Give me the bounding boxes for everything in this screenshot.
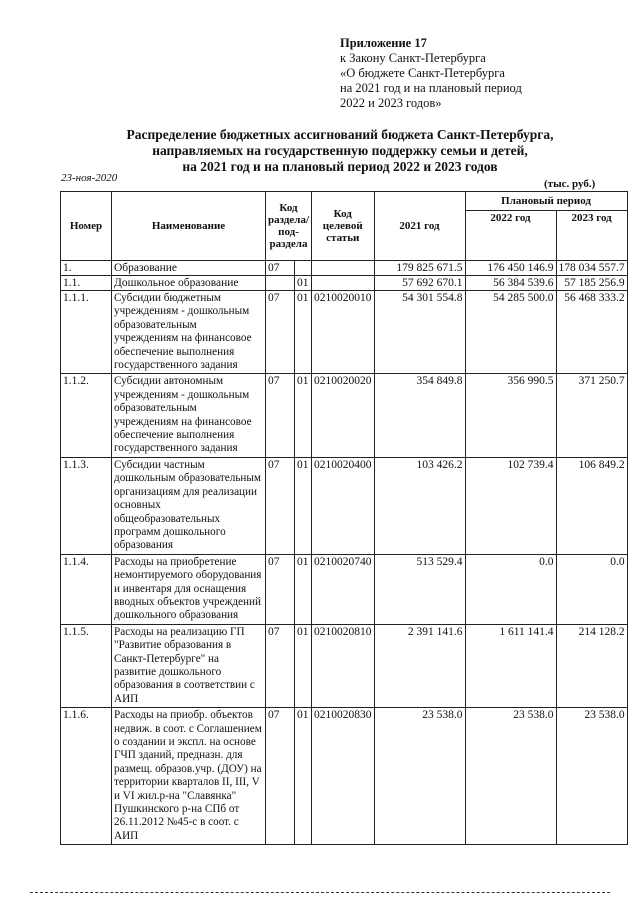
row-subsection [294,261,311,276]
title-line: на 2021 год и на плановый период 2022 и 2023 годов [182,159,498,174]
table-row [61,457,628,554]
row-2023: 178 034 557.7 [556,261,627,276]
row-2021: 2 391 141.6 [374,624,465,707]
row-number: 1.1.3. [61,457,112,554]
row-name: Субсидии частным дошкольным образовательным организациям для реализации основных общеобразовательных программ дошкольного образования [112,457,266,554]
row-name: Дошкольное образование [112,276,266,291]
row-2021: 513 529.4 [374,554,465,624]
header-2021: 2021 год [374,192,465,261]
row-2022: 176 450 146.9 [465,261,556,276]
row-subsection: 01 [294,276,311,291]
row-2022: 56 384 539.6 [465,276,556,291]
header-section: Код раздела/ под-раздела [266,192,312,261]
row-subsection: 01 [294,374,311,457]
row-target: 0210020740 [312,554,375,624]
header-name: Наименование [112,192,266,261]
row-number: 1.1.4. [61,554,112,624]
row-2021: 179 825 671.5 [374,261,465,276]
row-number: 1.1.2. [61,374,112,457]
row-2023: 23 538.0 [556,708,627,845]
row-target: 0210020010 [312,291,375,374]
header-number: Номер [61,192,112,261]
header-plan-period: Плановый период [465,192,627,211]
row-subsection: 01 [294,554,311,624]
table-row [61,276,628,291]
units-label: (тыс. руб.) [544,178,596,190]
row-2022: 102 739.4 [465,457,556,554]
row-2023: 106 849.2 [556,457,627,554]
row-section [266,276,295,291]
budget-table [60,191,628,845]
row-number: 1.1.6. [61,708,112,845]
row-section: 07 [266,457,295,554]
header-2022: 2022 год [465,211,556,261]
row-2021: 103 426.2 [374,457,465,554]
row-subsection: 01 [294,708,311,845]
row-subsection: 01 [294,457,311,554]
row-2023: 56 468 333.2 [556,291,627,374]
table-row [61,554,628,624]
row-section: 07 [266,708,295,845]
appendix-heading: Приложение 17 [340,36,427,50]
row-section: 07 [266,374,295,457]
row-2021: 23 538.0 [374,708,465,845]
row-target: 0210020830 [312,708,375,845]
row-number: 1. [61,261,112,276]
row-2021: 354 849.8 [374,374,465,457]
row-2021: 57 692 670.1 [374,276,465,291]
row-2023: 57 185 256.9 [556,276,627,291]
appendix-block [340,36,522,111]
header-target: Код целевой статьи [312,192,375,261]
row-2022: 23 538.0 [465,708,556,845]
row-name: Субсидии автономным учреждениям - дошкольным образовательным учреждениям на финансовое обеспечение выполнения государственного задания [112,374,266,457]
row-number: 1.1.1. [61,291,112,374]
document-date: 23-ноя-2020 [61,172,118,184]
row-subsection: 01 [294,624,311,707]
row-2022: 356 990.5 [465,374,556,457]
row-name: Расходы на реализацию ГП "Развитие образования в Санкт-Петербурге" на развитие дошкольного образования в соответствии с АИП [112,624,266,707]
header-2023: 2023 год [556,211,627,261]
row-2023: 214 128.2 [556,624,627,707]
row-section: 07 [266,624,295,707]
row-name: Расходы на приобр. объектов недвиж. в соот. с Соглашением о создании и экспл. на основе ГЧП зданий, предназн. для размещ. образов.учр. (ДОУ) на территории кварталов II, III, V и VI жил.р-на "Славянка" Пушкинского р-на СПб от 26.11.2012 №45-с в соот. с АИП [112,708,266,845]
appendix-line: «О бюджете Санкт-Петербурга [340,66,505,80]
row-section: 07 [266,291,295,374]
row-section: 07 [266,554,295,624]
row-target: 0210020810 [312,624,375,707]
row-number: 1.1. [61,276,112,291]
table-row [61,374,628,457]
row-target: 0210020400 [312,457,375,554]
row-target [312,261,375,276]
appendix-line: на 2021 год и на плановый период [340,81,522,95]
table-row [61,624,628,707]
row-section: 07 [266,261,295,276]
appendix-line: к Закону Санкт-Петербурга [340,51,486,65]
row-target [312,276,375,291]
row-2022: 1 611 141.4 [465,624,556,707]
title-line: Распределение бюджетных ассигнований бюджета Санкт-Петербурга, [126,127,554,142]
row-2023: 0.0 [556,554,627,624]
row-name: Образование [112,261,266,276]
title-line: направляемых на государственную поддержку семьи и детей, [152,143,528,158]
row-name: Субсидии бюджетным учреждениям - дошкольным образовательным учреждениям на финансовое обеспечение выполнения государственного задания [112,291,266,374]
table-row [61,261,628,276]
row-2022: 54 285 500.0 [465,291,556,374]
document-title [60,127,620,175]
footer-divider [30,892,610,893]
row-2023: 371 250.7 [556,374,627,457]
appendix-line: 2022 и 2023 годов» [340,96,442,110]
row-target: 0210020020 [312,374,375,457]
row-subsection: 01 [294,291,311,374]
table-row [61,708,628,845]
row-name: Расходы на приобретение немонтируемого оборудования и инвентаря для оснащения вводных объектов учреждений дошкольного образования [112,554,266,624]
row-number: 1.1.5. [61,624,112,707]
row-2021: 54 301 554.8 [374,291,465,374]
row-2022: 0.0 [465,554,556,624]
table-row [61,291,628,374]
